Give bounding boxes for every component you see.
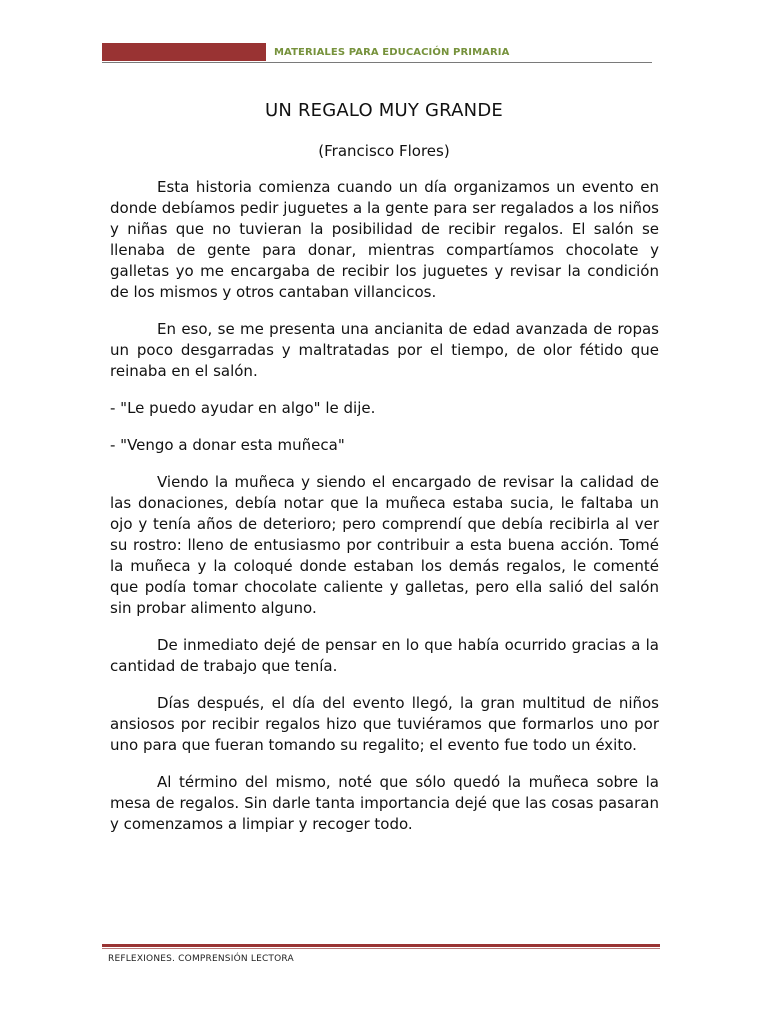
dialogue-line: - "Vengo a donar esta muñeca": [110, 436, 345, 454]
footer-label: REFLEXIONES. COMPRENSIÓN LECTORA: [108, 954, 294, 964]
footer-divider-thin: [102, 948, 660, 949]
header-label: MATERIALES PARA EDUCACIÓN PRIMARIA: [274, 47, 510, 58]
footer-divider: [102, 944, 660, 947]
paragraph: Viendo la muñeca y siendo el encargado de revisar la calidad de las donaciones, debía notar que la muñeca estaba sucia, le faltaba un ojo y tenía años de deterioro; pero comprendí que debía recibirla al ver su rostro: lleno de entusiasmo por contribuir a esta buena acción. Tomé la muñeca y la coloqué donde estaban los demás regalos, le comenté que podía tomar chocolate caliente y galletas, pero ella salió del salón sin probar alimento alguno.: [110, 473, 659, 617]
document-author: (Francisco Flores): [318, 142, 450, 160]
header-divider: [102, 62, 652, 63]
document-title: UN REGALO MUY GRANDE: [265, 100, 503, 121]
paragraph: Al término del mismo, noté que sólo quedó la muñeca sobre la mesa de regalos. Sin darle tanta importancia dejé que las cosas pasaran y comenzamos a limpiar y recoger todo.: [110, 773, 659, 833]
header-color-bar: [102, 43, 266, 61]
paragraph: De inmediato dejé de pensar en lo que había ocurrido gracias a la cantidad de trabajo que tenía.: [110, 636, 659, 675]
paragraph: Días después, el día del evento llegó, la gran multitud de niños ansiosos por recibir regalos hizo que tuviéramos que formarlos uno por uno para que fueran tomando su regalito; el evento fue todo un éxito.: [110, 694, 659, 754]
dialogue-line: - "Le puedo ayudar en algo" le dije.: [110, 399, 376, 417]
paragraph: En eso, se me presenta una ancianita de edad avanzada de ropas un poco desgarradas y maltratadas por el tiempo, de olor fétido que reinaba en el salón.: [110, 320, 659, 380]
paragraph: Esta historia comienza cuando un día organizamos un evento en donde debíamos pedir juguetes a la gente para ser regalados a los niños y niñas que no tuvieran la posibilidad de recibir regalos. El salón se llenaba de gente para donar, mientras compartíamos chocolate y galletas yo me encargaba de recibir los juguetes y revisar la condición de los mismos y otros cantaban villancicos.: [110, 178, 659, 301]
document-body: [110, 177, 659, 851]
